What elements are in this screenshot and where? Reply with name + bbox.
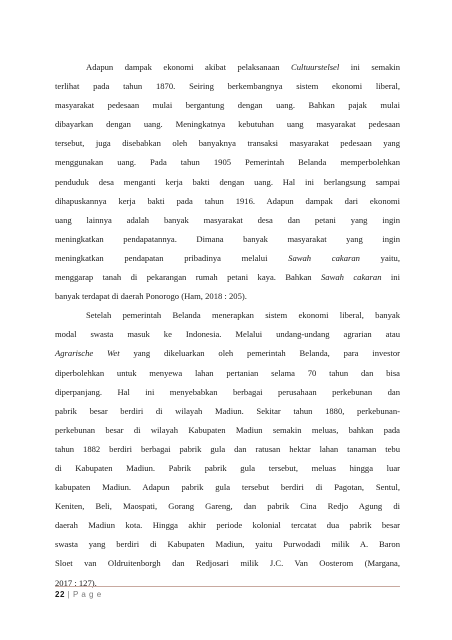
text-line: [55, 535, 400, 554]
text-segment: penduduk desa menganti kerja bakti dengan uang. Hal ini berlangsung sampai: [55, 176, 400, 187]
text-segment: di Kabupaten Madiun. Pabrik pabrik gula tersebut, meluas hingga luar: [55, 462, 400, 473]
text-line: [55, 421, 400, 440]
text-line: [55, 344, 400, 363]
text-segment: menggarap tanah di pekarangan rumah petani kaya. Bahkan: [55, 272, 321, 283]
text-segment: Adapun dampak ekonomi akibat pelaksanaan: [86, 62, 292, 72]
text-line: [55, 77, 400, 96]
footer-divider: [55, 586, 400, 587]
italic-term: Sawah cakaran: [288, 252, 360, 263]
text-line: [55, 211, 400, 230]
text-segment: banyak terdapat di daerah Ponorogo (Ham, 2018 : 205).: [55, 291, 247, 302]
text-line: [55, 287, 400, 306]
text-line: [55, 574, 400, 593]
text-line: [55, 153, 400, 172]
text-line: [55, 497, 400, 516]
text-line: [55, 192, 400, 211]
text-segment: yaitu,: [359, 252, 401, 263]
footer-separator: |: [64, 590, 73, 599]
text-segment: dibayarkan dengan uang. Meningkatnya kebutuhan uang masyarakat pedesaan: [55, 119, 400, 130]
page-label: P a g e: [72, 590, 102, 599]
text-line: [55, 306, 400, 325]
text-segment: Sloet van Oldruitenborgh dan Redjosari milik J.C. Van Oosterom (Margana,: [55, 558, 400, 569]
text-segment: modal swasta masuk ke Indonesia. Melalui undang-undang agrarian atau: [55, 329, 400, 340]
paragraph: [55, 306, 400, 592]
text-segment: masyarakat pedesaan mulai bergantung dengan uang. Bahkan pajak mulai: [55, 100, 400, 111]
text-segment: 2017 : 127).: [55, 577, 97, 588]
text-segment: menggunakan uang. Pada tahun 1905 Pemerintah Belanda memperbolehkan: [55, 157, 400, 168]
text-line: [55, 325, 400, 344]
text-line: [55, 249, 400, 268]
text-segment: meningkatkan pendapatan pribadinya melalui: [55, 252, 289, 263]
text-segment: Keniten, Beli, Maospati, Gorang Gareng, dan pabrik Cina Redjo Agung di: [55, 501, 400, 512]
page-number: 22: [55, 590, 65, 599]
italic-term: Sawah cakaran: [321, 272, 382, 283]
text-segment: tersebut, juga disebabkan oleh banyaknya transaksi masyarakat pedesaan yang: [55, 138, 400, 149]
text-segment: Setelah pemerintah Belanda menerapkan sistem ekonomi liberal, banyak: [86, 310, 400, 321]
text-segment: daerah Madiun kota. Hingga akhir periode kolonial tercatat dua pabrik besar: [55, 520, 400, 531]
text-segment: uang lainnya adalah banyak masyarakat desa dan petani yang ingin: [55, 214, 400, 225]
text-line: [55, 268, 400, 287]
text-line: [55, 478, 400, 497]
paragraph: [55, 58, 400, 306]
text-line: [55, 554, 400, 573]
text-line: [55, 173, 400, 192]
text-segment: ini: [381, 272, 400, 283]
text-segment: kabupaten Madiun. Adapun pabrik gula tersebut berdiri di Pagotan, Sentul,: [55, 482, 400, 493]
text-line: [55, 58, 400, 77]
text-segment: diperbolehkan untuk menyewa lahan pertanian selama 70 tahun dan bisa: [55, 367, 400, 378]
text-line: [55, 459, 400, 478]
text-line: [55, 402, 400, 421]
text-line: [55, 134, 400, 153]
italic-term: Cultuurstelsel: [291, 62, 340, 72]
italic-term: Agrarische Wet: [55, 348, 120, 359]
text-line: [55, 115, 400, 134]
text-segment: perkebunan besar di wilayah Kabupaten Madiun semakin meluas, bahkan pada: [55, 424, 400, 435]
text-segment: tahun 1882 berdiri berbagai pabrik gula dan ratusan hektar lahan tanaman tebu: [55, 443, 400, 454]
text-segment: meningkatkan pendapatannya. Dimana banyak masyarakat yang ingin: [55, 233, 400, 244]
text-segment: pabrik besar berdiri di wilayah Madiun. Sekitar tahun 1880, perkebunan-: [55, 405, 400, 416]
text-line: [55, 96, 400, 115]
text-segment: yang dikeluarkan oleh pemerintah Belanda, para investor: [119, 348, 400, 359]
body-text: [55, 58, 400, 593]
text-segment: ini semakin: [339, 62, 400, 72]
text-line: [55, 230, 400, 249]
text-line: [55, 383, 400, 402]
text-line: [55, 516, 400, 535]
text-line: [55, 440, 400, 459]
text-segment: terlihat pada tahun 1870. Seiring berkembangnya sistem ekonomi liberal,: [55, 81, 400, 92]
text-segment: diperpanjang. Hal ini menyebabkan berbagai perusahaan perkebunan dan: [55, 386, 400, 397]
text-line: [55, 364, 400, 383]
text-segment: swasta yang berdiri di Kabupaten Madiun, yaitu Purwodadi milik A. Baron: [55, 539, 400, 550]
text-segment: dihapuskannya kerja bakti pada tahun 1916. Adapun dampak dari ekonomi: [55, 195, 400, 206]
page-footer: [55, 590, 102, 599]
